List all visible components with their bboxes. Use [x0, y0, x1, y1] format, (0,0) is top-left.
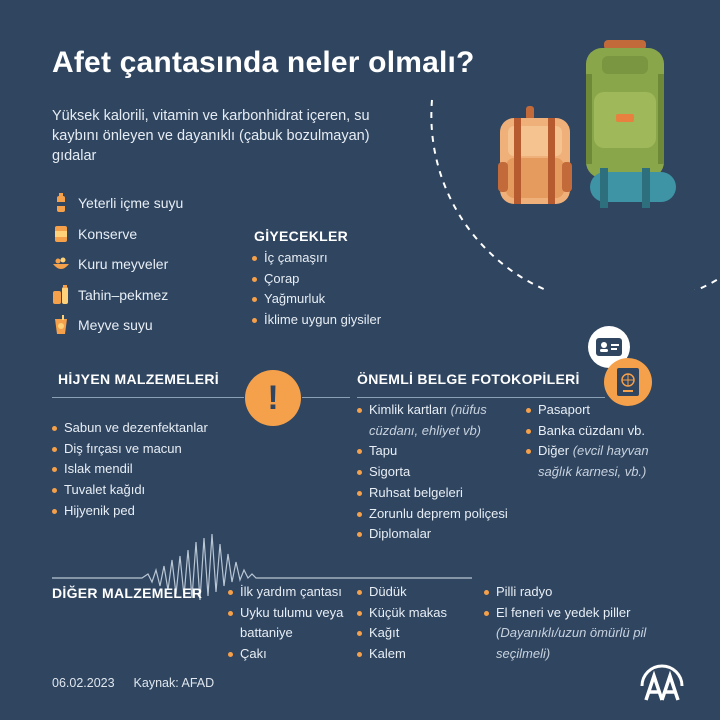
other-heading: DİĞER MALZEMELER [52, 585, 203, 601]
clothing-heading: GİYECEKLER [254, 228, 349, 244]
list-item: Çakı [228, 644, 358, 665]
water-bottle-icon [52, 193, 70, 213]
clothing-list [252, 248, 381, 331]
passport-icon [604, 358, 652, 406]
footer-date: 06.02.2023 [52, 676, 115, 690]
other-list-1 [228, 582, 358, 665]
hygiene-heading: HİJYEN MALZEMELERİ [58, 371, 219, 387]
list-item: İç çamaşırı [252, 248, 381, 269]
hygiene-divider [52, 397, 244, 398]
list-item: Sigorta [357, 462, 517, 483]
warning-icon [245, 370, 301, 426]
list-item: Pasaport [526, 400, 686, 421]
list-item: Çorap [252, 269, 381, 290]
footer [52, 676, 214, 690]
list-item [52, 219, 183, 250]
list-item: Kağıt [357, 623, 447, 644]
documents-heading: ÖNEMLİ BELGE FOTOKOPİLERİ [357, 371, 580, 387]
list-item [52, 188, 183, 219]
aa-logo [640, 664, 684, 702]
backpacks-illustration [492, 34, 682, 214]
item-note: (Dayanıklı/uzun ömürlü pil seçilmeli) [496, 625, 647, 662]
list-item [484, 603, 664, 665]
list-item: Tuvalet kağıdı [52, 480, 208, 501]
list-item: Diş fırçası ve macun [52, 439, 208, 460]
list-item: İklime uygun giysiler [252, 310, 381, 331]
warning-symbol: ! [267, 378, 279, 417]
hygiene-divider-right [302, 397, 350, 398]
list-item [52, 280, 183, 311]
food-intro-text: Yüksek kalorili, vitamin ve karbonhidrat içeren, su kaybını önleyen ve dayanıklı (çabuk bozulmayan) gıdalar [52, 108, 370, 164]
food-item-label: Konserve [78, 225, 138, 242]
list-item: Kalem [357, 644, 447, 665]
food-item-label: Tahin–pekmez [78, 286, 169, 303]
item-text: Kimlik kartları [369, 402, 451, 417]
list-item: Zorunlu deprem poliçesi [357, 504, 517, 525]
item-text: Diğer [538, 443, 573, 459]
list-item [357, 400, 517, 441]
item-text: El feneri ve yedek piller [496, 604, 631, 620]
list-item: Küçük makas [357, 603, 447, 624]
footer-source: Kaynak: AFAD [133, 676, 215, 690]
list-item [526, 441, 686, 482]
tahini-jar-icon [52, 285, 70, 305]
hygiene-list [52, 418, 208, 522]
food-item-label: Yeterli içme suyu [78, 195, 184, 212]
food-item-label: Kuru meyveler [78, 256, 169, 273]
food-list [52, 188, 183, 341]
list-item: Düdük [357, 582, 447, 603]
list-item [52, 310, 183, 341]
other-list-2 [357, 582, 447, 665]
list-item: Banka cüzdanı vb. [526, 421, 686, 442]
food-item-label: Meyve suyu [78, 317, 153, 334]
juice-cup-icon [52, 315, 70, 335]
list-item: Tapu [357, 441, 517, 462]
list-item: Islak mendil [52, 459, 208, 480]
list-item [52, 249, 183, 280]
list-item: Ruhsat belgeleri [357, 483, 517, 504]
documents-list-1 [357, 400, 517, 545]
list-item: Yağmurluk [252, 289, 381, 310]
list-item: Diplomalar [357, 524, 517, 545]
list-item: Sabun ve dezenfektanlar [52, 418, 208, 439]
item-note: (nüfus cüzdanı, ehliyet vb) [369, 402, 487, 438]
dried-fruit-icon [52, 254, 70, 274]
documents-divider [357, 397, 605, 398]
list-item: Pilli radyo [484, 582, 664, 603]
page-title: Afet çantasında neler olmalı? [52, 46, 475, 79]
can-icon [52, 224, 70, 244]
item-note: (evcil hayvan sağlık karnesi, vb.) [538, 443, 649, 480]
list-item: Uyku tulumu veya battaniye [228, 603, 358, 644]
other-list-3 [484, 582, 664, 665]
documents-list-2 [526, 400, 686, 483]
list-item: İlk yardım çantası [228, 582, 358, 603]
list-item: Hijyenik ped [52, 501, 208, 522]
